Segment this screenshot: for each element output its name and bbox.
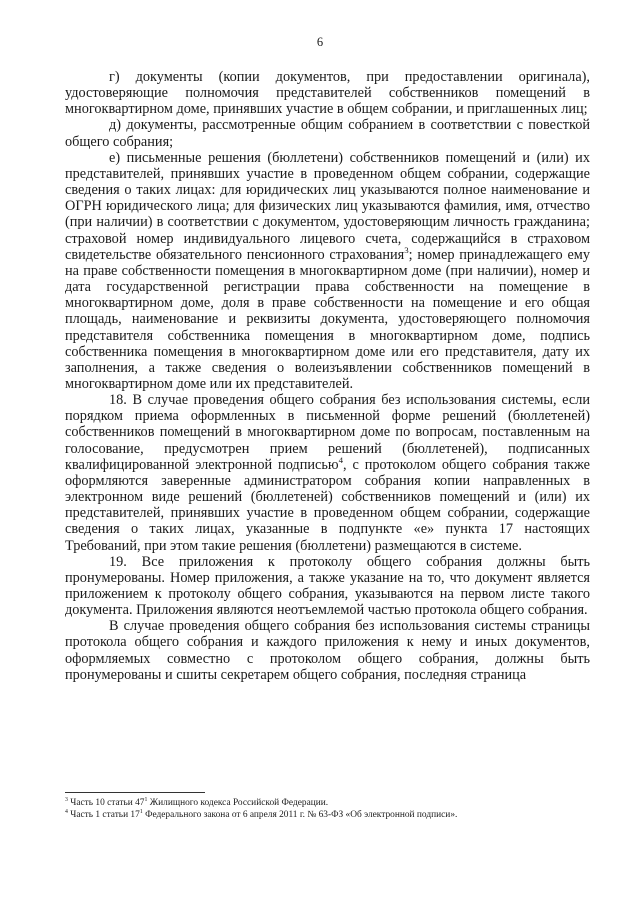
footnote-separator <box>65 792 205 793</box>
footnote-superscript: 1 <box>144 796 148 803</box>
footnote-text-end: Жилищного кодекса Российской Федерации. <box>147 798 329 808</box>
paragraph-item-e-text-part1: е) письменные решения (бюллетени) собственников помещений и (или) их представителей, принявших участие в проведенном общем собрании, содержащие сведения о таких лицах: для юридических лиц указываются полное наименование и ОГРН юридического лица; для физических лиц указываются фамилия, имя, отчество (при наличии) в соответствии с документом, удостоверяющим личность гражданина; страховой номер индивидуального лицевого счета, содержащийся в страховом свидетельстве обязательного пенсионного страхования <box>65 149 590 263</box>
document-body <box>65 69 590 683</box>
footnote-3 <box>65 797 590 809</box>
footnote-superscript: 1 <box>139 808 143 815</box>
footnote-text: Часть 1 статьи 17 <box>67 810 140 820</box>
paragraph-18 <box>65 392 590 554</box>
paragraph-19-continuation: В случае проведения общего собрания без использования системы страницы протокола общего собрания и каждого приложения к нему и иных документов, оформляемых совместно с протоколом общего собрания, должны быть пронумерованы и сшиты секретарем общего собрания, последняя страница <box>65 618 590 683</box>
paragraph-item-g: г) документы (копии документов, при предоставлении оригинала), удостоверяющие полномочия представителей собственников помещений в многоквартирном доме, принявших участие в общем собрании, и приглашенных лиц; <box>65 69 590 118</box>
paragraph-18-text-part2: , с протоколом общего собрания также оформляются заверенные администратором собрания копии направленных в электронном виде решений (бюллетеней) собственников помещений и (или) их представителей, принявших участие в проведенном общем собрании, содержащие сведения о таких лицах, указанные в подпункте «е» пункта 17 настоящих Требований, при этом такие решения (бюллетени) размещаются в системе. <box>65 456 590 554</box>
footnote-text-end: Федерального закона от 6 апреля 2011 г. № 63-ФЗ «Об электронной подписи». <box>142 810 458 820</box>
footnote-text: Часть 10 статьи 47 <box>67 798 145 808</box>
footnote-reference-4: 4 <box>338 454 343 465</box>
footnote-reference-3: 3 <box>404 244 409 255</box>
paragraph-item-d: д) документы, рассмотренные общим собранием в соответствии с повесткой общего собрания; <box>65 117 590 150</box>
paragraph-19: 19. Все приложения к протоколу общего собрания должны быть пронумерованы. Номер приложения, а также указание на то, что документ является приложением к протоколу общего собрания, указываются на первом листе такого документа. Приложения являются неотъемлемой частью протокола общего собрания. <box>65 553 590 619</box>
paragraph-18-text-part1: 18. В случае проведения общего собрания без использования системы, если порядком приема оформленных в письменной форме решений (бюллетеней) собственников помещений в многоквартирном доме по вопросам, поставленным на голосование, предусмотрен прием решений (бюллетеней), подписанных квалифицированной электронной подписью <box>65 392 590 473</box>
footnotes-section <box>65 797 590 821</box>
paragraph-item-e-text-part2: ; номер принадлежащего ему на праве собственности помещения в многоквартирном доме (при наличии), номер и дата государственной регистрации права собственности на помещение в многоквартирном доме, доля в праве собственности на помещение и его общая площадь, наименование и реквизиты документа, удостоверяющего полномочия представителя собственника помещения в многоквартирном доме, подпись собственника помещения в многоквартирном доме или его представителя, дату их заполнения, а также сведения о волеизъявлении собственников помещений в многоквартирном доме или их представителей. <box>65 246 590 392</box>
footnote-mark: 3 <box>65 796 68 803</box>
paragraph-item-e <box>65 150 590 392</box>
page-number: 6 <box>316 35 324 49</box>
footnote-4 <box>65 809 590 821</box>
footnote-mark: 4 <box>65 808 68 815</box>
